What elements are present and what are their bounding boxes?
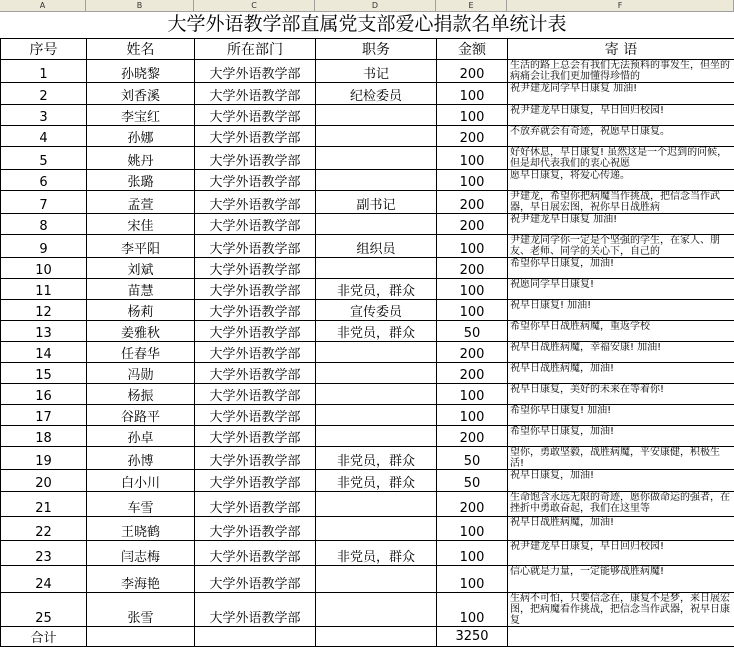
cell-no[interactable]: 3 (1, 105, 87, 126)
cell-message[interactable]: 生活的路上总会有我们无法预料的事发生，但坐的病痛会让我们更加懂得珍惜的 (508, 60, 734, 83)
cell-amount[interactable]: 200 (437, 258, 508, 279)
table-row (1, 566, 734, 593)
cell-message[interactable]: 祝尹建龙早日康复 加油! (508, 214, 734, 235)
cell-message[interactable]: 祝尹建龙同学早日康复 加油! (508, 83, 734, 105)
cell-name[interactable]: 闫志梅 (87, 541, 195, 566)
cell-name[interactable]: 杨莉 (87, 300, 195, 321)
table-row (1, 470, 734, 492)
header-cell-amount[interactable]: 金额 (437, 39, 508, 60)
cell-message[interactable]: 祝尹建龙早日康复，早日回归校园! (508, 105, 734, 126)
cell-dept[interactable]: 大学外语教学部 (195, 258, 316, 279)
cell-amount[interactable]: 100 (437, 566, 508, 593)
cell-role[interactable]: 纪检委员 (316, 83, 437, 105)
cell-no[interactable]: 18 (1, 426, 87, 447)
table-row (1, 447, 734, 470)
cell-role[interactable] (316, 342, 437, 363)
cell-amount[interactable]: 200 (437, 126, 508, 147)
cell-dept[interactable]: 大学外语教学部 (195, 470, 316, 492)
cell-amount[interactable]: 100 (437, 405, 508, 426)
cell-dept[interactable]: 大学外语教学部 (195, 83, 316, 105)
cell-role[interactable] (316, 147, 437, 170)
cell-role[interactable] (316, 258, 437, 279)
cell-message[interactable]: 祝早日战胜病魔，加油! (508, 363, 734, 384)
cell-role[interactable] (316, 405, 437, 426)
cell-dept[interactable]: 大学外语教学部 (195, 105, 316, 126)
cell-name[interactable]: 李平阳 (87, 235, 195, 258)
cell-role[interactable] (316, 363, 437, 384)
table-row (1, 214, 734, 235)
cell-name[interactable]: 王晓鹤 (87, 517, 195, 541)
cell-role[interactable] (316, 566, 437, 593)
cell-amount[interactable]: 100 (437, 235, 508, 258)
cell-dept[interactable]: 大学外语教学部 (195, 279, 316, 300)
table-row (1, 60, 734, 83)
cell-dept[interactable]: 大学外语教学部 (195, 321, 316, 342)
cell-role[interactable] (316, 384, 437, 405)
cell-name[interactable]: 谷路平 (87, 405, 195, 426)
total-row (1, 627, 734, 647)
cell-no[interactable]: 8 (1, 214, 87, 235)
cell-no[interactable]: 6 (1, 170, 87, 191)
table-row (1, 363, 734, 384)
cell-role[interactable] (316, 517, 437, 541)
cell-no[interactable]: 20 (1, 470, 87, 492)
cell-name[interactable]: 张璐 (87, 170, 195, 191)
header-cell-message[interactable]: 寄 语 (508, 39, 734, 60)
cell-message[interactable]: 希望你早日战胜病魔，重返学校 (508, 321, 734, 342)
cell-message[interactable]: 尹建龙同学你一定是个坚强的学生，在家人、朋友、老师、同学的关心下，自己的 (508, 235, 734, 258)
cell-amount[interactable]: 200 (437, 426, 508, 447)
cell-role[interactable]: 非党员，群众 (316, 321, 437, 342)
cell-no[interactable]: 23 (1, 541, 87, 566)
cell-message[interactable]: 祝尹建龙早日康复，早日回归校园! (508, 541, 734, 566)
cell-message[interactable]: 望你，勇敢坚毅，战胜病魔，平安康健，积极生活! (508, 447, 734, 470)
column-header-d[interactable]: D (315, 0, 436, 11)
cell-name[interactable]: 宋佳 (87, 214, 195, 235)
cell-message[interactable]: 祝早日康复，美好的未来在等着你! (508, 384, 734, 405)
cell-message[interactable]: 希望你早日康复，加油! (508, 258, 734, 279)
cell-no[interactable]: 1 (1, 60, 87, 83)
cell-role[interactable] (316, 105, 437, 126)
cell-dept[interactable]: 大学外语教学部 (195, 363, 316, 384)
cell-message[interactable]: 希望你早日康复! 加油! (508, 405, 734, 426)
cell-role[interactable]: 非党员，群众 (316, 279, 437, 300)
column-header-f[interactable]: F (507, 0, 734, 11)
cell-name[interactable]: 孙晓黎 (87, 60, 195, 83)
cell-amount[interactable]: 100 (437, 384, 508, 405)
cell-no[interactable]: 14 (1, 342, 87, 363)
table-row (1, 258, 734, 279)
cell-name[interactable]: 孙娜 (87, 126, 195, 147)
sheet-title[interactable]: 大学外语教学部直属党支部爱心捐款名单统计表 (0, 11, 734, 38)
cell-no[interactable]: 2 (1, 83, 87, 105)
table-row (1, 492, 734, 517)
cell-amount[interactable]: 100 (437, 541, 508, 566)
table-row (1, 235, 734, 258)
cell-no[interactable]: 13 (1, 321, 87, 342)
cell-amount[interactable]: 100 (437, 147, 508, 170)
cell-role[interactable]: 宣传委员 (316, 300, 437, 321)
cell-name[interactable]: 孙博 (87, 447, 195, 470)
cell-no[interactable]: 5 (1, 147, 87, 170)
cell-message[interactable]: 祝早日康复! 加油! (508, 300, 734, 321)
cell-no[interactable]: 25 (1, 593, 87, 627)
cell-amount[interactable]: 200 (437, 191, 508, 214)
header-cell-dept[interactable]: 所在部门 (195, 39, 316, 60)
header-cell-role[interactable]: 职务 (316, 39, 437, 60)
table-row (1, 300, 734, 321)
cell-dept[interactable]: 大学外语教学部 (195, 566, 316, 593)
cell-message[interactable]: 祝早日康复，加油! (508, 470, 734, 492)
cell-message[interactable]: 不放弃就会有奇迹，祝愿早日康复。 (508, 126, 734, 147)
table-row (1, 517, 734, 541)
cell-amount[interactable]: 100 (437, 593, 508, 627)
empty-cell[interactable] (316, 627, 437, 647)
column-header-b[interactable]: B (86, 0, 194, 11)
cell-message[interactable]: 祝早日战胜病魔，幸福安康! 加油! (508, 342, 734, 363)
cell-amount[interactable]: 200 (437, 214, 508, 235)
cell-dept[interactable]: 大学外语教学部 (195, 593, 316, 627)
cell-message[interactable]: 生命饱含永远无限的奇迹，愿你做命运的强者，在挫折中勇敢奋起，我们在这里等 (508, 492, 734, 517)
cell-message[interactable]: 尹建龙，希望你把病魔当作挑战，把信念当作武器，早日展宏图，祝你早日战胜病 (508, 191, 734, 214)
cell-name[interactable]: 杨振 (87, 384, 195, 405)
cell-no[interactable]: 24 (1, 566, 87, 593)
cell-role[interactable]: 非党员，群众 (316, 447, 437, 470)
cell-amount[interactable]: 100 (437, 279, 508, 300)
cell-message[interactable]: 生病不可怕，只要信念在，康复不是梦，来日展宏图，把病魔看作挑战，把信念当作武器，祝早日康复 (508, 593, 734, 627)
cell-name[interactable]: 孙卓 (87, 426, 195, 447)
cell-amount[interactable]: 200 (437, 60, 508, 83)
cell-name[interactable]: 白小川 (87, 470, 195, 492)
header-row (1, 39, 734, 60)
cell-role[interactable] (316, 426, 437, 447)
cell-name[interactable]: 张雪 (87, 593, 195, 627)
donation-table (0, 38, 734, 647)
cell-no[interactable]: 16 (1, 384, 87, 405)
cell-dept[interactable]: 大学外语教学部 (195, 235, 316, 258)
cell-amount[interactable]: 200 (437, 342, 508, 363)
empty-cell[interactable] (195, 627, 316, 647)
cell-role[interactable]: 副书记 (316, 191, 437, 214)
cell-name[interactable]: 车雪 (87, 492, 195, 517)
cell-name[interactable]: 姜雅秋 (87, 321, 195, 342)
cell-amount[interactable]: 50 (437, 470, 508, 492)
cell-dept[interactable]: 大学外语教学部 (195, 426, 316, 447)
cell-amount[interactable]: 200 (437, 363, 508, 384)
cell-message[interactable]: 好好休息，早日康复! 虽然这是一个迟到的问候，但是却代表我们的衷心祝愿 (508, 147, 734, 170)
cell-dept[interactable]: 大学外语教学部 (195, 126, 316, 147)
cell-amount[interactable]: 50 (437, 321, 508, 342)
cell-message[interactable]: 祝愿同学早日康复! (508, 279, 734, 300)
cell-role[interactable]: 非党员，群众 (316, 541, 437, 566)
cell-role[interactable] (316, 126, 437, 147)
table-row (1, 147, 734, 170)
cell-no[interactable]: 15 (1, 363, 87, 384)
table-row (1, 126, 734, 147)
cell-amount[interactable]: 100 (437, 300, 508, 321)
cell-message[interactable]: 希望你早日康复，加油! (508, 426, 734, 447)
cell-dept[interactable]: 大学外语教学部 (195, 60, 316, 83)
cell-dept[interactable]: 大学外语教学部 (195, 170, 316, 191)
cell-no[interactable]: 17 (1, 405, 87, 426)
cell-amount[interactable]: 100 (437, 83, 508, 105)
cell-name[interactable]: 李宝红 (87, 105, 195, 126)
table-row (1, 593, 734, 627)
cell-dept[interactable]: 大学外语教学部 (195, 342, 316, 363)
header-cell-no[interactable]: 序号 (1, 39, 87, 60)
cell-no[interactable]: 11 (1, 279, 87, 300)
cell-name[interactable]: 孟萱 (87, 191, 195, 214)
table-row (1, 170, 734, 191)
cell-amount[interactable]: 100 (437, 517, 508, 541)
cell-dept[interactable]: 大学外语教学部 (195, 147, 316, 170)
cell-name[interactable]: 刘香溪 (87, 83, 195, 105)
cell-no[interactable]: 12 (1, 300, 87, 321)
cell-role[interactable]: 书记 (316, 60, 437, 83)
table-row (1, 342, 734, 363)
cell-dept[interactable]: 大学外语教学部 (195, 492, 316, 517)
table-row (1, 405, 734, 426)
cell-dept[interactable]: 大学外语教学部 (195, 517, 316, 541)
total-amount[interactable]: 3250 (437, 627, 508, 647)
column-header-e[interactable]: E (436, 0, 507, 11)
cell-dept[interactable]: 大学外语教学部 (195, 191, 316, 214)
cell-name[interactable]: 李海艳 (87, 566, 195, 593)
empty-cell[interactable] (508, 627, 734, 647)
cell-dept[interactable]: 大学外语教学部 (195, 300, 316, 321)
cell-dept[interactable]: 大学外语教学部 (195, 541, 316, 566)
cell-name[interactable]: 苗慧 (87, 279, 195, 300)
table-row (1, 279, 734, 300)
cell-name[interactable]: 冯勋 (87, 363, 195, 384)
cell-role[interactable] (316, 593, 437, 627)
table-row (1, 191, 734, 214)
cell-no[interactable]: 19 (1, 447, 87, 470)
cell-no[interactable]: 10 (1, 258, 87, 279)
table-row (1, 321, 734, 342)
column-header-a[interactable]: A (0, 0, 86, 11)
header-cell-name[interactable]: 姓名 (87, 39, 195, 60)
table-row (1, 541, 734, 566)
column-header-c[interactable]: C (194, 0, 315, 11)
cell-dept[interactable]: 大学外语教学部 (195, 405, 316, 426)
cell-role[interactable] (316, 214, 437, 235)
cell-amount[interactable]: 100 (437, 105, 508, 126)
cell-name[interactable]: 刘斌 (87, 258, 195, 279)
cell-no[interactable]: 9 (1, 235, 87, 258)
cell-no[interactable]: 7 (1, 191, 87, 214)
cell-amount[interactable]: 200 (437, 492, 508, 517)
cell-amount[interactable]: 50 (437, 447, 508, 470)
total-label[interactable]: 合计 (1, 627, 87, 647)
table-row (1, 105, 734, 126)
cell-message[interactable]: 祝早日战胜病魔，加油! (508, 517, 734, 541)
cell-no[interactable]: 21 (1, 492, 87, 517)
cell-dept[interactable]: 大学外语教学部 (195, 447, 316, 470)
table-row (1, 83, 734, 105)
cell-message[interactable]: 愿早日康复，将爱心传递。 (508, 170, 734, 191)
cell-role[interactable] (316, 170, 437, 191)
cell-no[interactable]: 22 (1, 517, 87, 541)
cell-dept[interactable]: 大学外语教学部 (195, 384, 316, 405)
table-row (1, 384, 734, 405)
cell-name[interactable]: 姚丹 (87, 147, 195, 170)
cell-message[interactable]: 信心就是力量，一定能够战胜病魔! (508, 566, 734, 593)
table-row (1, 426, 734, 447)
cell-role[interactable]: 组织员 (316, 235, 437, 258)
cell-dept[interactable]: 大学外语教学部 (195, 214, 316, 235)
cell-role[interactable] (316, 492, 437, 517)
cell-no[interactable]: 4 (1, 126, 87, 147)
cell-name[interactable]: 任春华 (87, 342, 195, 363)
empty-cell[interactable] (87, 627, 195, 647)
cell-role[interactable]: 非党员，群众 (316, 470, 437, 492)
cell-amount[interactable]: 100 (437, 170, 508, 191)
